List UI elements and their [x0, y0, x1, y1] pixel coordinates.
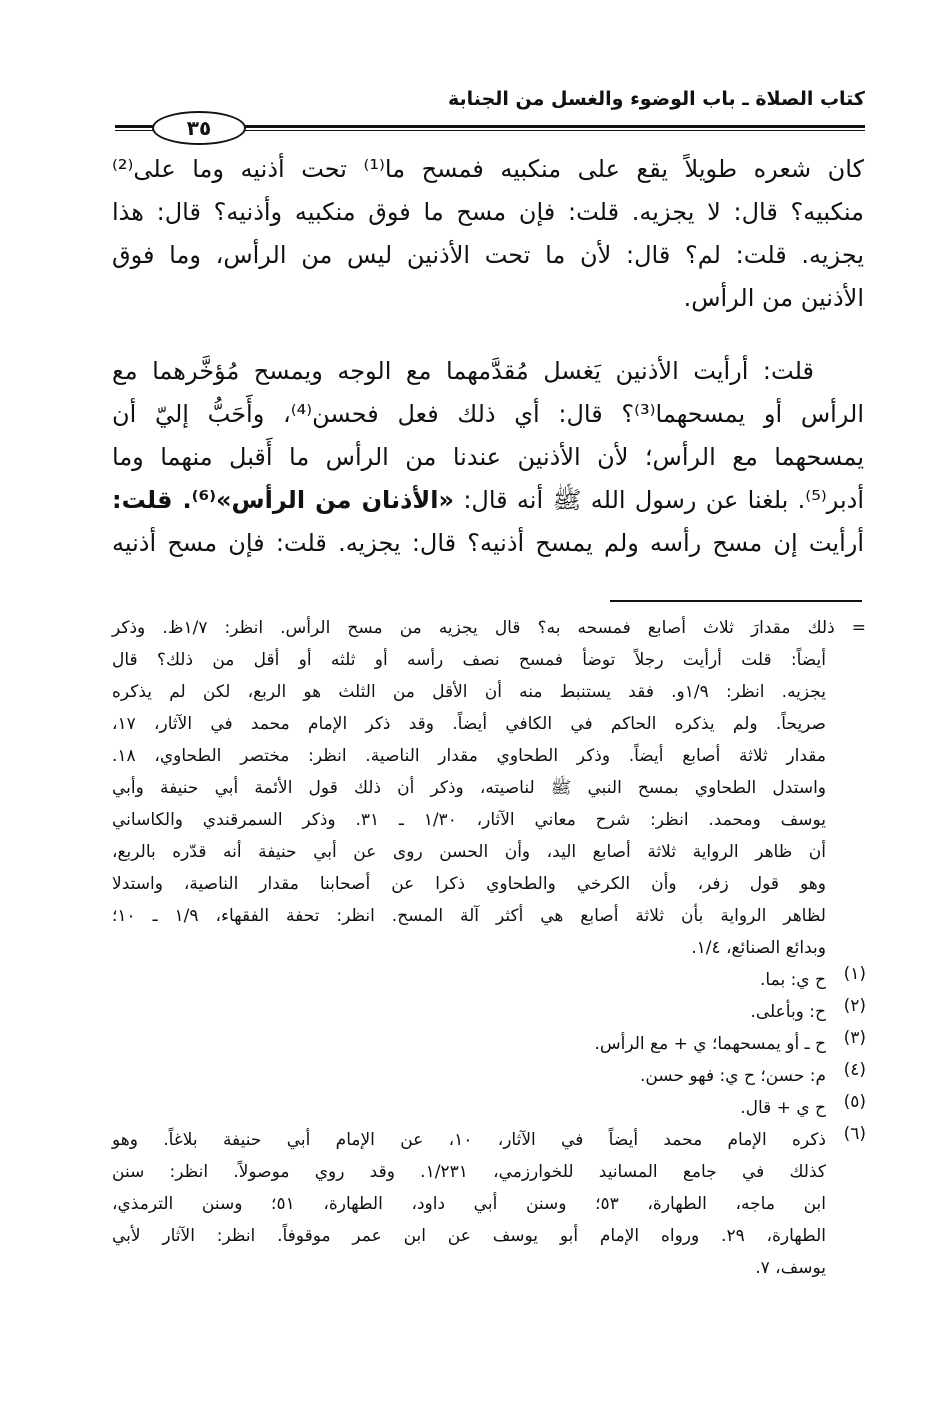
paragraph-1 [112, 148, 864, 320]
text-line: منكبيه؟ قال: لا يجزيه. قلت: فإن مسح ما فوق منكبيه وأذنيه؟ قال: هذا [112, 198, 864, 226]
footnote-line: ذكره الإمام محمد أيضاً في الآثار، ١٠، عن الإمام أبي حنيفة بلاغاً. وهو [112, 1130, 826, 1150]
text-line: يمسحهما مع الرأس؛ لأن الأذنين عندنا من الرأس ما أَقبل منهما وما [112, 443, 864, 471]
footnote-line: ح: وبأعلى. [750, 1002, 826, 1022]
page-number: ٣٥ [152, 111, 246, 145]
footnote-separator [610, 600, 862, 602]
running-header [115, 88, 865, 116]
footnote-line: يجزيه. انظر: ١/٩و. فقد يستنبط منه أن الأقل من الثلث هو الربع، لكن لم يذكره [112, 682, 826, 702]
footnote-marker: (٢) [843, 996, 866, 1016]
header-title: كتاب الصلاة ـ باب الوضوء والغسل من الجنابة [448, 88, 865, 110]
text-line: يجزيه. قلت: لم؟ قال: لأن ما تحت الأذنين ليس من الرأس، وما فوق [112, 241, 864, 269]
footnote-line: يوسف ومحمد. انظر: شرح معاني الآثار، ١/٣٠ ـ ٣١. وذكر السمرقندي والكاساني [112, 810, 826, 830]
footnote-line: أن ظاهر الرواية ثلاثة أصابع اليد، وأن الحسن روى عن أبي حنيفة أنه قدّره بالربع، [112, 842, 826, 862]
text-line [112, 479, 864, 522]
footnote-line: م: حسن؛ ح ي: فهو حسن. [639, 1066, 826, 1086]
footnotes [112, 612, 866, 1284]
text-line: الرأس أو يمسحهما⁽³⁾؟ قال: أي ذلك فعل فحسن⁽⁴⁾، وأَحَبُّ إليّ أن [112, 400, 865, 428]
text-line: كان شعره طويلاً يقع على منكبيه فمسح ما⁽¹⁾ تحت أذنيه وما على⁽²⁾ [112, 155, 864, 183]
footnote-marker: (٥) [843, 1092, 866, 1112]
paragraph-2 [112, 350, 864, 565]
footnote-line: وهو قول زفر، وأن الكرخي والطحاوي ذكرا عن أصحابنا مقدار الناصية، واستدلا [112, 874, 826, 894]
footnote-6 [112, 1124, 866, 1284]
footnote-line: ح ي: بما. [760, 970, 826, 990]
footnote-line: الطهارة، ٢٩. ورواه الإمام أبو يوسف عن ابن عمر موقوفاً. انظر: الآثار لأبي [112, 1226, 826, 1246]
footnote-4 [112, 1060, 866, 1092]
footnote-line: صريحاً. ولم يذكره الحاكم في الكافي أيضاً. وقد ذكر الإمام محمد في الآثار، ١٧، [112, 714, 826, 734]
footnote-marker: (٣) [843, 1028, 866, 1048]
footnote-2 [112, 996, 866, 1028]
main-text [112, 148, 864, 565]
footnote-continuation [112, 612, 866, 964]
footnote-line: لظاهر الرواية بأن ثلاثة أصابع هي أكثر آلة المسح. انظر: تحفة الفقهاء، ١/٩ ـ ١٠؛ [112, 906, 826, 926]
footnote-marker: (١) [843, 964, 866, 984]
footnote-line: ابن ماجه، الطهارة، ٥٣؛ وسنن أبي داود، الطهارة، ٥١؛ وسنن الترمذي، [112, 1194, 826, 1214]
footnote-line: ح ـ أو يمسحهما؛ ي + مع الرأس. [594, 1034, 826, 1054]
footnote-1 [112, 964, 866, 996]
footnote-line: ح ي + قال. [740, 1098, 826, 1118]
footnote-line: مقدار ثلاثة أصابع أيضاً. وذكر الطحاوي مقدار الناصية. انظر: مختصر الطحاوي، ١٨. [112, 746, 826, 766]
footnote-line: أيضاً: قلت أرأيت رجلاً توضأ فمسح نصف رأسه أو ثلثه أو أقل من ذلك؟ قال [112, 650, 826, 670]
text-line: قلت: أرأيت الأذنين يَغسل مُقدَّمهما مع الوجه ويمسح مُؤخَّرهما مع [112, 357, 814, 385]
text-segment: أدبر⁽⁵⁾. بلغنا عن رسول الله ﷺ أنه قال: [463, 486, 864, 514]
text-line: الأذنين من الرأس. [683, 284, 864, 312]
footnote-line: وبدائع الصنائع، ١/٤. [691, 938, 826, 958]
hadith-quote: «الأذنان من الرأس»⁽⁶⁾. قلت: [112, 486, 454, 514]
footnote-line: = ذلك مقدارَ ثلاث أصابع فمسحه به؟ قال يجزيه من مسح الرأس. انظر: ١/٧ظ. وذكر [112, 618, 866, 638]
footnote-3 [112, 1028, 866, 1060]
text-line: أرأيت إن مسح رأسه ولم يمسح أذنيه؟ قال: يجزيه. قلت: فإن مسح أذنيه [112, 529, 864, 557]
footnote-5 [112, 1092, 866, 1124]
footnote-line: واستدل الطحاوي بمسح النبي ﷺ لناصيته، وذكر أن ذلك قول الأئمة أبي حنيفة وأبي [112, 778, 826, 798]
footnote-line: كذلك في جامع المسانيد للخوارزمي، ١/٢٣١. وقد روي موصولاً. انظر: سنن [112, 1162, 826, 1182]
footnote-marker: (٦) [843, 1124, 866, 1144]
footnote-marker: (٤) [843, 1060, 866, 1080]
footnote-line: يوسف، ٧. [755, 1258, 826, 1278]
